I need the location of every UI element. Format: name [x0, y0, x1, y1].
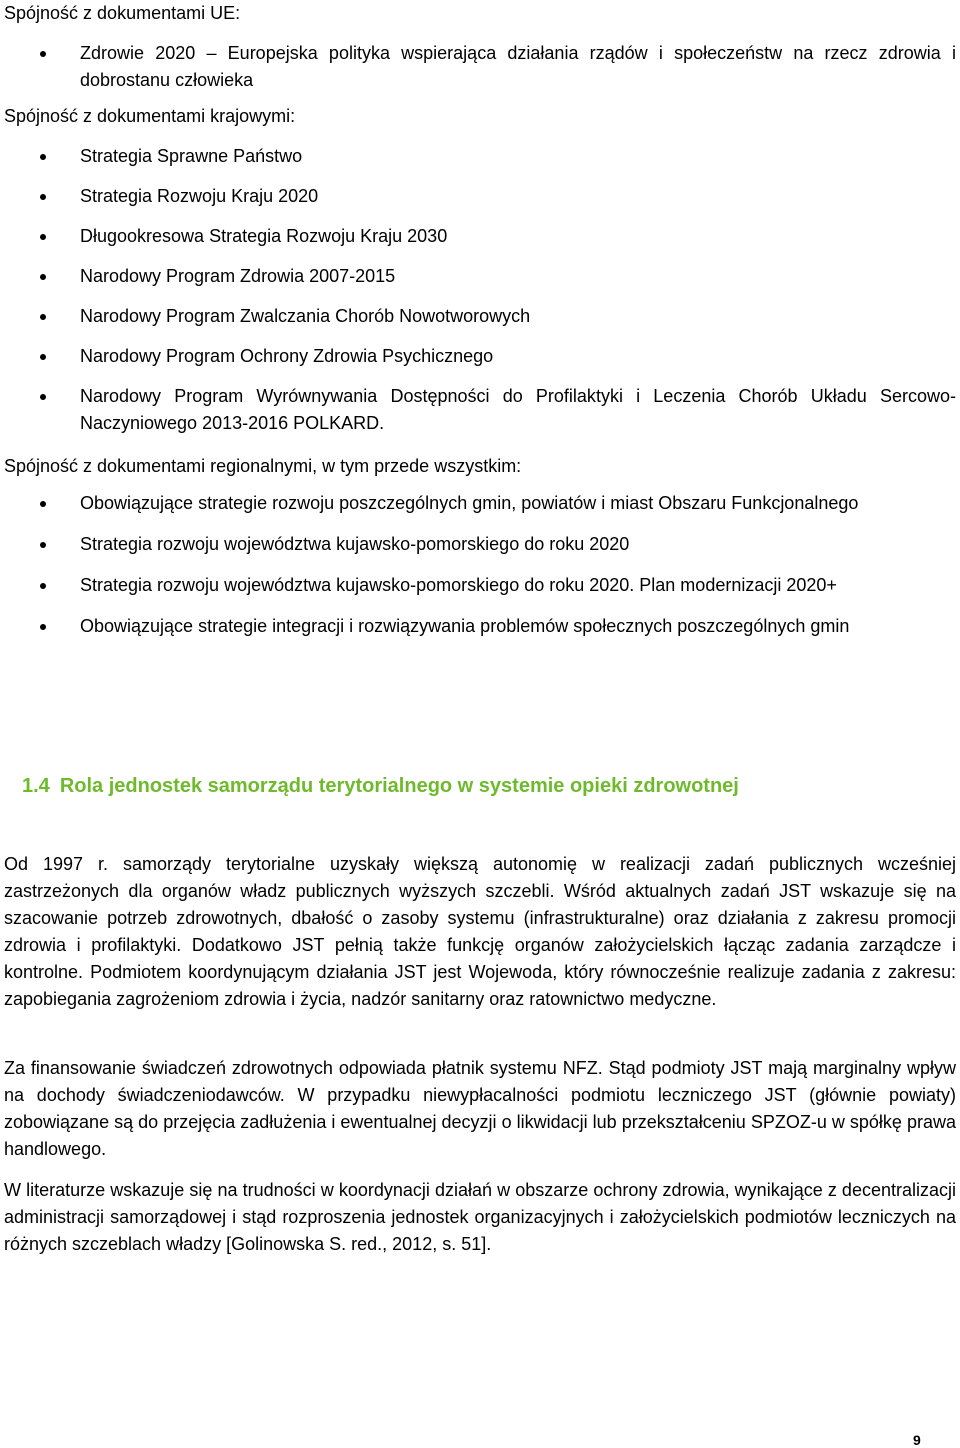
list-item: Narodowy Program Zdrowia 2007-2015: [4, 263, 956, 290]
list-item: Obowiązujące strategie rozwoju poszczególnych gmin, powiatów i miast Obszaru Funkcjonalnego: [4, 490, 956, 517]
bullet-icon: [40, 51, 46, 57]
bullet-icon: [40, 194, 46, 200]
bullet-icon: [40, 624, 46, 630]
section-title: Rola jednostek samorządu terytorialnego w systemie opieki zdrowotnej: [59, 775, 739, 797]
list-item: Strategia rozwoju województwa kujawsko-pomorskiego do roku 2020. Plan modernizacji 2020+: [4, 572, 956, 599]
national-list: [4, 143, 956, 437]
bullet-icon: [40, 154, 46, 160]
bullet-icon: [40, 394, 46, 400]
bullet-icon: [40, 274, 46, 280]
bullet-icon: [40, 542, 46, 548]
body-paragraph: W literaturze wskazuje się na trudności w koordynacji działań w obszarze ochrony zdrowia, wynikające z decentralizacji administracji samorządowej i stąd rozproszenia jednostek organizacyjnych i założycielskich podmiotów leczniczych na różnych szczeblach władzy [Golinowska S. red., 2012, s. 51].: [4, 1180, 956, 1254]
list-item: Zdrowie 2020 – Europejska polityka wspierająca działania rządów i społeczeństw na rzecz zdrowia i dobrostanu człowieka: [4, 40, 956, 94]
bullet-icon: [40, 314, 46, 320]
section-heading: [22, 772, 739, 800]
national-intro: Spójność z dokumentami krajowymi:: [4, 106, 296, 126]
page-number: 9: [913, 1432, 921, 1448]
bullet-icon: [40, 354, 46, 360]
eu-list: [4, 40, 956, 94]
body-paragraph: Za finansowanie świadczeń zdrowotnych odpowiada płatnik systemu NFZ. Stąd podmioty JST mają marginalny wpływ na dochody świadczeniodawców. W przypadku niewypłacalności podmiotu leczniczego JST (głównie powiaty) zobowiązane są do przejęcia zadłużenia i ewentualnej decyzji o likwidacji lub przekształceniu SPZOZ-u w spółkę prawa handlowego.: [4, 1058, 956, 1159]
list-item: Narodowy Program Ochrony Zdrowia Psychicznego: [4, 343, 956, 370]
section-number: 1.4: [22, 775, 50, 797]
eu-intro: Spójność z dokumentami UE:: [4, 3, 241, 23]
bullet-icon: [40, 583, 46, 589]
list-item: Obowiązujące strategie integracji i rozwiązywania problemów społecznych poszczególnych gmin: [4, 613, 956, 640]
regional-intro: Spójność z dokumentami regionalnymi, w tym przede wszystkim:: [4, 456, 522, 476]
list-item: Strategia Rozwoju Kraju 2020: [4, 183, 956, 210]
regional-list: [4, 490, 956, 640]
list-item: Narodowy Program Wyrównywania Dostępności do Profilaktyki i Leczenia Chorób Układu Sercowo-Naczyniowego 2013-2016 POLKARD.: [4, 383, 956, 437]
list-item: Narodowy Program Zwalczania Chorób Nowotworowych: [4, 303, 956, 330]
list-item: Długookresowa Strategia Rozwoju Kraju 2030: [4, 223, 956, 250]
list-item: Strategia rozwoju województwa kujawsko-pomorskiego do roku 2020: [4, 531, 956, 558]
bullet-icon: [40, 234, 46, 240]
list-item: Strategia Sprawne Państwo: [4, 143, 956, 170]
bullet-icon: [40, 501, 46, 507]
body-paragraph: Od 1997 r. samorządy terytorialne uzyskały większą autonomię w realizacji zadań publicznych wcześniej zastrzeżonych dla organów władz publicznych wyższych szczebli. Wśród aktualnych zadań JST wskazuje się na szacowanie potrzeb zdrowotnych, dbałość o zasoby systemu (infrastrukturalne) oraz działania z zakresu promocji zdrowia i profilaktyki. Dodatkowo JST pełnią także funkcję organów założycielskich łącząc zadania zarządcze i kontrolne. Podmiotem koordynującym działania JST jest Wojewoda, który równocześnie realizuje zadania z zakresu: zapobiegania zagrożeniom zdrowia i życia, nadzór sanitarny oraz ratownictwo medyczne.: [4, 854, 956, 1009]
